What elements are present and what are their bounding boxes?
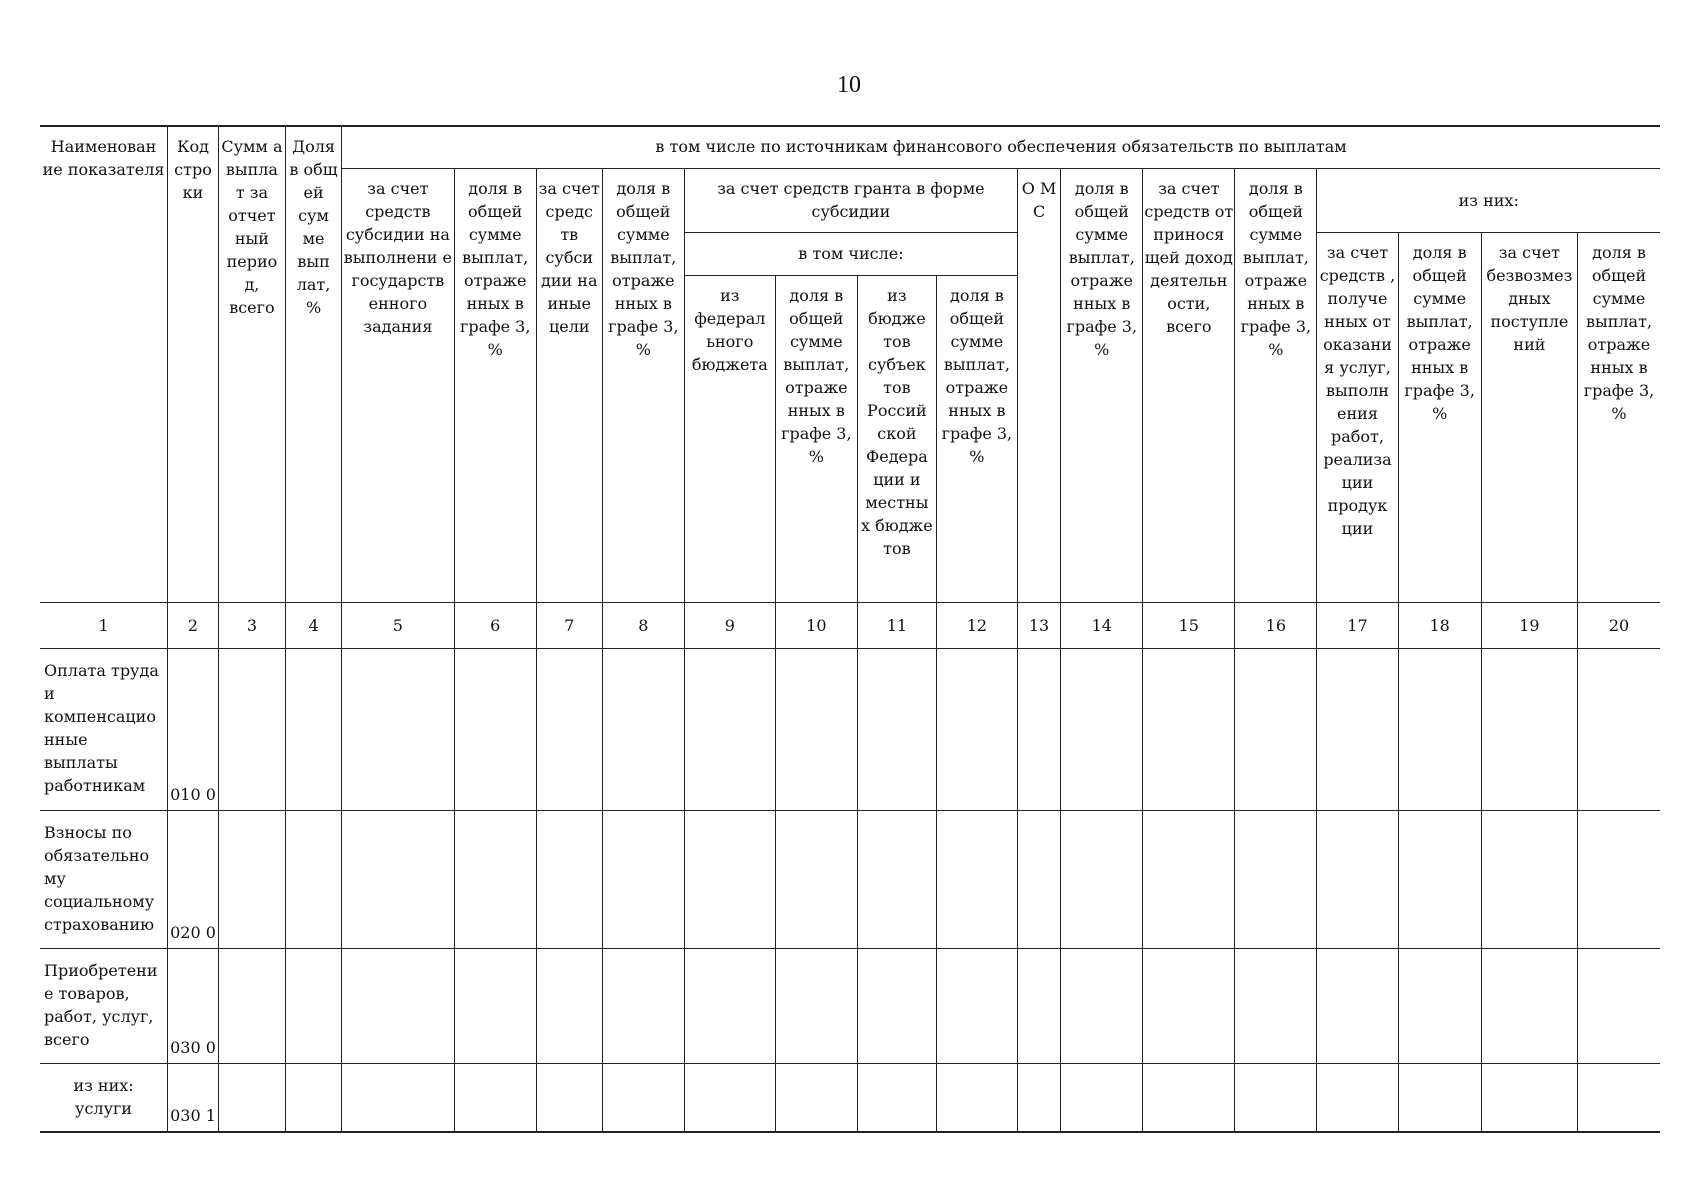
empty-cell[interactable] — [1235, 648, 1317, 810]
empty-cell[interactable] — [602, 948, 684, 1063]
empty-cell[interactable] — [285, 948, 341, 1063]
empty-cell[interactable] — [1481, 810, 1577, 948]
column-number: 13 — [1017, 602, 1060, 648]
header-regional-budgets: из бюдже тов субъек тов Россий ской Федера ции и местны х бюдже тов — [857, 275, 936, 602]
empty-cell[interactable] — [1017, 1063, 1060, 1132]
header-share-col10: доля в общей сумме выплат, отраже нных в графе 3, % — [775, 275, 857, 602]
empty-cell[interactable] — [1578, 1063, 1660, 1132]
column-number: 6 — [454, 602, 536, 648]
column-number: 3 — [218, 602, 285, 648]
empty-cell[interactable] — [936, 810, 1017, 948]
column-number: 1 — [40, 602, 168, 648]
column-number: 11 — [857, 602, 936, 648]
column-number: 8 — [602, 602, 684, 648]
empty-cell[interactable] — [1061, 948, 1143, 1063]
empty-cell[interactable] — [1317, 648, 1398, 810]
empty-cell[interactable] — [602, 1063, 684, 1132]
empty-cell[interactable] — [602, 648, 684, 810]
header-share-col12: доля в общей сумме выплат, отраже нных в графе 3, % — [936, 275, 1017, 602]
empty-cell[interactable] — [1398, 648, 1481, 810]
empty-cell[interactable] — [285, 810, 341, 948]
empty-cell[interactable] — [775, 648, 857, 810]
empty-cell[interactable] — [1578, 648, 1660, 810]
empty-cell[interactable] — [1578, 810, 1660, 948]
empty-cell[interactable] — [536, 810, 602, 948]
empty-cell[interactable] — [602, 810, 684, 948]
empty-cell[interactable] — [285, 1063, 341, 1132]
column-number: 2 — [168, 602, 219, 648]
table-row — [40, 648, 1660, 810]
empty-cell[interactable] — [454, 1063, 536, 1132]
empty-cell[interactable] — [684, 810, 775, 948]
header-row-code: Код стро ки — [168, 126, 219, 602]
empty-cell[interactable] — [684, 648, 775, 810]
page-number: 10 — [837, 72, 861, 98]
header-services-income: за счет средств , получе нных от оказани я услуг, выполн ения работ, реализа ции продук ции — [1317, 232, 1398, 602]
empty-cell[interactable] — [1317, 948, 1398, 1063]
empty-cell[interactable] — [857, 648, 936, 810]
empty-cell[interactable] — [775, 810, 857, 948]
header-oms: О М С — [1017, 168, 1060, 602]
empty-cell[interactable] — [1398, 810, 1481, 948]
column-number: 12 — [936, 602, 1017, 648]
header-gratuitous-receipts: за счет безвозмез дных поступле ний — [1481, 232, 1577, 602]
header-including-group: в том числе: — [684, 232, 1017, 275]
table-row — [40, 1063, 1660, 1132]
empty-cell[interactable] — [857, 810, 936, 948]
column-number: 15 — [1143, 602, 1235, 648]
empty-cell[interactable] — [1481, 948, 1577, 1063]
column-numbers-row — [40, 602, 1660, 648]
header-grant-group: за счет средств гранта в форме субсидии — [684, 168, 1017, 232]
empty-cell[interactable] — [342, 810, 454, 948]
header-state-task-subsidy: за счет средств субсидии на выполнени е государств енного задания — [342, 168, 454, 602]
empty-cell[interactable] — [1481, 1063, 1577, 1132]
empty-cell[interactable] — [1143, 1063, 1235, 1132]
row-code: 010 0 — [168, 648, 219, 810]
column-number: 19 — [1481, 602, 1577, 648]
empty-cell[interactable] — [1398, 1063, 1481, 1132]
column-number: 20 — [1578, 602, 1660, 648]
empty-cell[interactable] — [1017, 648, 1060, 810]
empty-cell[interactable] — [775, 1063, 857, 1132]
empty-cell[interactable] — [218, 648, 285, 810]
empty-cell[interactable] — [1061, 810, 1143, 948]
empty-cell[interactable] — [536, 948, 602, 1063]
empty-cell[interactable] — [1143, 810, 1235, 948]
empty-cell[interactable] — [1017, 948, 1060, 1063]
empty-cell[interactable] — [936, 948, 1017, 1063]
empty-cell[interactable] — [454, 648, 536, 810]
empty-cell[interactable] — [1235, 810, 1317, 948]
header-other-subsidy: за счет средс тв субси дии на иные цели — [536, 168, 602, 602]
header-federal-budget: из федерал ьного бюджета — [684, 275, 775, 602]
empty-cell[interactable] — [684, 1063, 775, 1132]
header-indicator-name: Наименован ие показателя — [40, 126, 168, 602]
header-share-col20: доля в общей сумме выплат, отраже нных в графе 3, % — [1578, 232, 1660, 602]
empty-cell[interactable] — [342, 1063, 454, 1132]
header-income-activity: за счет средств от принося щей доход деятельн ости, всего — [1143, 168, 1235, 602]
empty-cell[interactable] — [775, 948, 857, 1063]
empty-cell[interactable] — [342, 948, 454, 1063]
empty-cell[interactable] — [1481, 648, 1577, 810]
empty-cell[interactable] — [1398, 948, 1481, 1063]
header-share-col18: доля в общей сумме выплат, отраже нных в графе 3, % — [1398, 232, 1481, 602]
header-share-col8: доля в общей сумме выплат, отраже нных в графе 3, % — [602, 168, 684, 602]
empty-cell[interactable] — [936, 648, 1017, 810]
empty-cell[interactable] — [1317, 1063, 1398, 1132]
empty-cell[interactable] — [1061, 1063, 1143, 1132]
empty-cell[interactable] — [218, 1063, 285, 1132]
payments-table — [40, 125, 1660, 1133]
empty-cell[interactable] — [536, 1063, 602, 1132]
empty-cell[interactable] — [536, 648, 602, 810]
header-total-sum: Сумм а выпла т за отчет ный перио д, всего — [218, 126, 285, 602]
row-name: Приобретени е товаров, работ, услуг, всего — [40, 948, 168, 1063]
empty-cell[interactable] — [684, 948, 775, 1063]
empty-cell[interactable] — [1143, 648, 1235, 810]
empty-cell[interactable] — [342, 648, 454, 810]
column-number: 10 — [775, 602, 857, 648]
column-number: 16 — [1235, 602, 1317, 648]
empty-cell[interactable] — [1235, 1063, 1317, 1132]
row-name: из них: услуги — [40, 1063, 168, 1132]
empty-cell[interactable] — [218, 948, 285, 1063]
empty-cell[interactable] — [1061, 648, 1143, 810]
header-funding-sources-group: в том числе по источникам финансового обеспечения обязательств по выплатам — [342, 126, 1660, 168]
column-number: 14 — [1061, 602, 1143, 648]
empty-cell[interactable] — [1317, 810, 1398, 948]
empty-cell[interactable] — [1578, 948, 1660, 1063]
column-number: 9 — [684, 602, 775, 648]
empty-cell[interactable] — [454, 948, 536, 1063]
empty-cell[interactable] — [857, 1063, 936, 1132]
column-number: 7 — [536, 602, 602, 648]
row-code: 030 1 — [168, 1063, 219, 1132]
empty-cell[interactable] — [936, 1063, 1017, 1132]
empty-cell[interactable] — [1017, 810, 1060, 948]
column-number: 5 — [342, 602, 454, 648]
header-of-them-group: из них: — [1317, 168, 1660, 232]
row-name: Взносы по обязательно му социальному страхованию — [40, 810, 168, 948]
empty-cell[interactable] — [1143, 948, 1235, 1063]
header-share-col16: доля в общей сумме выплат, отраже нных в графе 3, % — [1235, 168, 1317, 602]
column-number: 4 — [285, 602, 341, 648]
column-number: 17 — [1317, 602, 1398, 648]
row-name: Оплата труда и компенсацио нные выплаты работникам — [40, 648, 168, 810]
empty-cell[interactable] — [285, 648, 341, 810]
table-row — [40, 810, 1660, 948]
header-share-col14: доля в общей сумме выплат, отраже нных в графе 3, % — [1061, 168, 1143, 602]
empty-cell[interactable] — [857, 948, 936, 1063]
empty-cell[interactable] — [218, 810, 285, 948]
column-number: 18 — [1398, 602, 1481, 648]
header-share-col6: доля в общей сумме выплат, отраже нных в графе 3, % — [454, 168, 536, 602]
row-code: 020 0 — [168, 810, 219, 948]
empty-cell[interactable] — [1235, 948, 1317, 1063]
row-code: 030 0 — [168, 948, 219, 1063]
empty-cell[interactable] — [454, 810, 536, 948]
header-total-share: Доля в общ ей сум ме вып лат, % — [285, 126, 341, 602]
table-row — [40, 948, 1660, 1063]
